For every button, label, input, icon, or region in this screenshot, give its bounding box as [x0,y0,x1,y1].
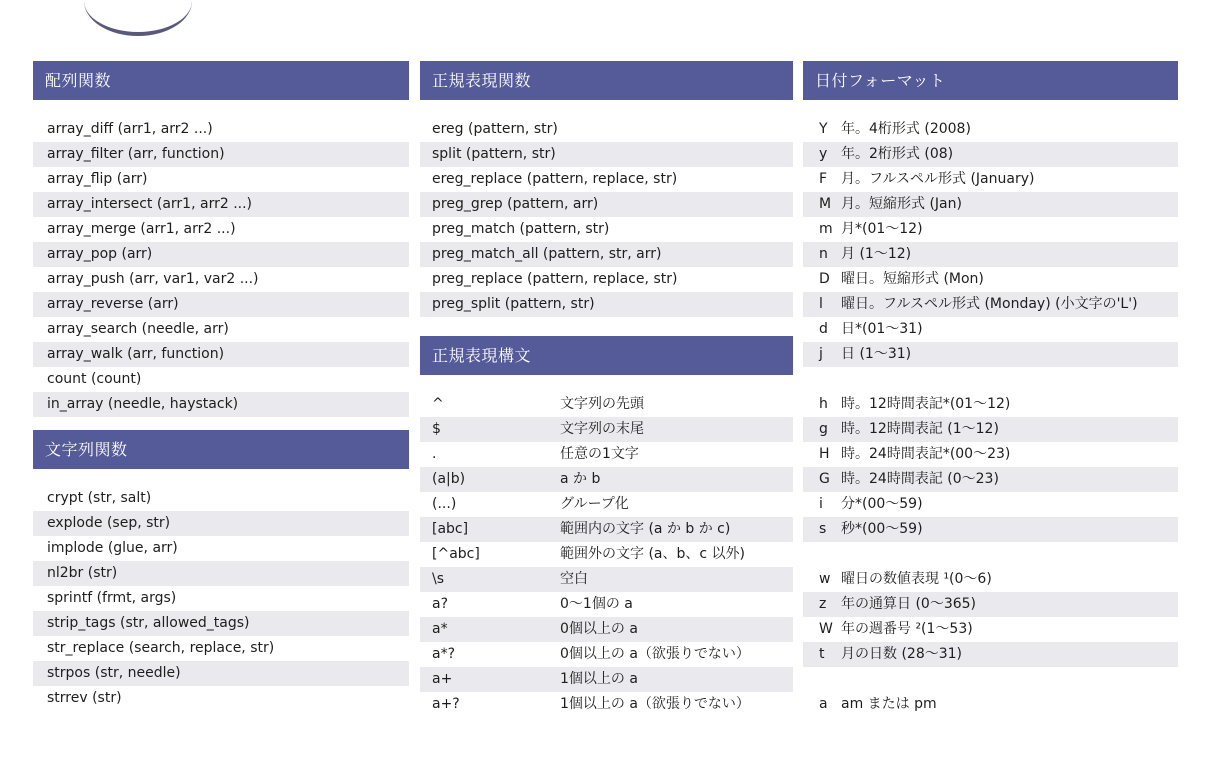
format-description: 年の通算日 (0〜365) [841,596,977,612]
table-row [420,492,793,517]
format-description: 月の日数 (28〜31) [841,646,963,662]
syntax-description: 0個以上の a（欲張りでない） [560,646,750,662]
table-row [420,592,793,617]
syntax-description: 0〜1個の a [560,596,633,612]
list-item: strip_tags (str, allowed_tags) [33,611,409,636]
format-letter: H [819,446,830,462]
list-item: array_reverse (arr) [33,292,409,317]
syntax-description: 文字列の末尾 [560,421,644,437]
format-description: 月。フルスペル形式 (January) [841,171,1035,187]
syntax-symbol: a* [432,621,448,637]
syntax-symbol: a? [432,596,449,612]
column-middle [420,61,793,717]
table-row [803,292,1178,317]
format-description: 日 (1〜31) [841,346,912,362]
table-row [420,417,793,442]
syntax-description: 1個以上の a（欲張りでない） [560,696,750,712]
list-item: array_filter (arr, function) [33,142,409,167]
table-row [803,167,1178,192]
table-row [803,642,1178,667]
format-letter: F [819,171,828,187]
format-letter: M [819,196,832,212]
format-description: 時。12時間表記 (1〜12) [841,421,999,437]
array-functions-header: 配列関数 [33,61,409,100]
table-row [803,342,1178,367]
table-row [803,317,1178,342]
format-letter: j [819,346,823,362]
table-row [803,192,1178,217]
list-item: nl2br (str) [33,561,409,586]
list-item: count (count) [47,371,142,387]
regex-functions-header: 正規表現関数 [420,61,793,100]
syntax-description: a か b [560,471,601,487]
table-row [803,267,1178,292]
table-row [420,567,793,592]
syntax-symbol: $ [432,421,441,437]
syntax-description: グループ化 [560,496,629,512]
list-item: strrev (str) [47,690,122,706]
table-row [420,392,793,417]
table-row [803,567,1178,592]
syntax-symbol: \s [432,571,445,587]
format-letter: i [819,496,823,512]
syntax-symbol: a+ [432,671,453,687]
list-item: ereg (pattern, str) [432,121,558,137]
syntax-description: 範囲外の文字 (a、b、c 以外) [560,546,745,562]
list-item: array_diff (arr1, arr2 ...) [47,121,213,137]
format-description: 曜日の数値表現 ¹(0〜6) [841,571,992,587]
table-row [803,242,1178,267]
syntax-symbol: . [432,446,437,462]
table-row [803,142,1178,167]
table-row [803,492,1178,517]
list-item: preg_replace (pattern, replace, str) [432,271,678,287]
format-letter: W [819,621,833,637]
list-item: explode (sep, str) [33,511,409,536]
format-letter: s [819,521,827,537]
format-description: 月。短縮形式 (Jan) [841,196,962,212]
format-description: 年の週番号 ²(1〜53) [841,621,973,637]
table-row [420,442,793,467]
format-letter: G [819,471,830,487]
format-letter: a [819,696,828,712]
format-description: 年。4桁形式 (2008) [841,121,971,137]
list-item: preg_split (pattern, str) [420,292,793,317]
list-item: in_array (needle, haystack) [33,392,409,417]
regex-functions-list [420,117,793,317]
syntax-description: 文字列の先頭 [560,396,644,412]
syntax-description: 任意の1文字 [560,446,639,462]
format-description: 分*(00〜59) [841,496,923,512]
format-description: 月*(01〜12) [841,221,923,237]
syntax-symbol: ^ [432,396,444,412]
format-letter: D [819,271,830,287]
format-letter: h [819,396,828,412]
array-functions-list [33,117,409,417]
list-item: array_push (arr, var1, var2 ...) [47,271,259,287]
list-item: preg_match (pattern, str) [432,221,610,237]
column-right [803,61,1178,717]
syntax-description: 空白 [560,571,588,587]
table-row [420,642,793,667]
syntax-symbol: (a|b) [432,471,466,487]
column-left [33,61,409,711]
syntax-symbol: (...) [432,496,457,512]
date-format-list [803,117,1178,717]
list-item: preg_grep (pattern, arr) [420,192,793,217]
syntax-description: 範囲内の文字 (a か b か c) [560,521,731,537]
format-letter: l [819,296,823,312]
list-item: crypt (str, salt) [47,490,152,506]
list-item: array_pop (arr) [33,242,409,267]
format-description: 月 (1〜12) [841,246,912,262]
format-description: 秒*(00〜59) [841,521,923,537]
table-row [420,617,793,642]
table-row [803,467,1178,492]
format-description: 時。24時間表記 (0〜23) [841,471,999,487]
table-row [420,667,793,692]
syntax-description: 0個以上の a [560,621,638,637]
table-row [420,542,793,567]
table-row [420,692,793,717]
format-description: 時。12時間表記*(01〜12) [841,396,1011,412]
format-description: 曜日。短縮形式 (Mon) [841,271,984,287]
list-item: implode (glue, arr) [47,540,178,556]
table-row [803,217,1178,242]
syntax-symbol: a+? [432,696,460,712]
table-row [803,517,1178,542]
list-item: array_walk (arr, function) [33,342,409,367]
format-letter: t [819,646,825,662]
string-functions-header: 文字列関数 [33,430,409,469]
spacer-row [803,367,1178,392]
table-row [803,442,1178,467]
regex-syntax-header: 正規表現構文 [420,336,793,375]
list-item: array_flip (arr) [47,171,148,187]
format-letter: Y [819,121,828,137]
syntax-symbol: [abc] [432,521,469,537]
format-letter: y [819,146,828,162]
top-decoration-arc [84,0,192,36]
table-row [803,417,1178,442]
list-item: sprintf (frmt, args) [47,590,177,606]
format-description: am または pm [841,696,937,712]
spacer-row [803,667,1178,692]
spacer-row [803,542,1178,567]
syntax-symbol: a*? [432,646,456,662]
syntax-description: 1個以上の a [560,671,638,687]
syntax-symbol: [^abc] [432,546,480,562]
table-row [803,117,1178,142]
table-row [420,517,793,542]
format-letter: n [819,246,828,262]
format-letter: g [819,421,828,437]
format-description: 年。2桁形式 (08) [841,146,954,162]
string-functions-list [33,486,409,711]
table-row [803,592,1178,617]
list-item: strpos (str, needle) [33,661,409,686]
format-description: 曜日。フルスペル形式 (Monday) (小文字の'L') [841,296,1138,312]
regex-syntax-list [420,392,793,717]
format-description: 日*(01〜31) [841,321,923,337]
list-item: array_merge (arr1, arr2 ...) [47,221,236,237]
format-letter: w [819,571,831,587]
list-item: array_intersect (arr1, arr2 ...) [33,192,409,217]
list-item: preg_match_all (pattern, str, arr) [420,242,793,267]
list-item: array_search (needle, arr) [47,321,229,337]
table-row [420,467,793,492]
table-row [803,617,1178,642]
list-item: str_replace (search, replace, str) [47,640,275,656]
format-letter: z [819,596,827,612]
list-item: ereg_replace (pattern, replace, str) [432,171,678,187]
format-letter: m [819,221,833,237]
list-item: split (pattern, str) [420,142,793,167]
table-row [803,692,1178,717]
format-description: 時。24時間表記*(00〜23) [841,446,1011,462]
table-row [803,392,1178,417]
format-letter: d [819,321,828,337]
date-format-header: 日付フォーマット [803,61,1178,100]
